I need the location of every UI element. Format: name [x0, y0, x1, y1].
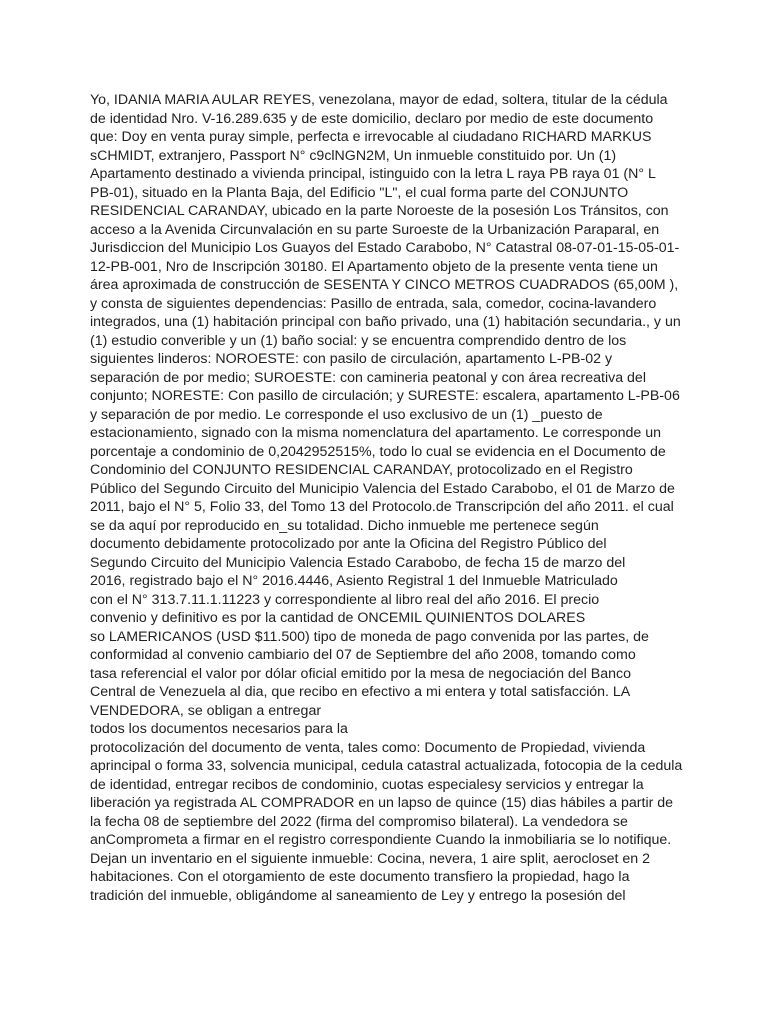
- document-line: y separación de por medio. Le corresponde el uso exclusivo de un (1) _puesto de: [90, 406, 603, 423]
- document-line: sCHMIDT, extranjero, Passport N° c9clNGN2M, Un inmueble constituido por. Un (1): [90, 147, 617, 164]
- document-line: conformidad al convenio cambiario del 07 de Septiembre del año 2008, tomando como: [90, 647, 636, 663]
- document-line: con el N° 313.7.11.1.11223 y correspondiente al libro real del año 2016. El precio: [90, 591, 600, 608]
- document-line: PB-01), situado en la Planta Baja, del Edificio "L", el cual forma parte del CONJUNTO: [90, 184, 629, 201]
- document-line: que: Doy en venta puray simple, perfecta e irrevocable al ciudadano RICHARD MARKUS: [90, 129, 652, 145]
- document-line: habitaciones. Con el otorgamiento de este documento transfiero la propiedad, hago la: [90, 869, 630, 885]
- document-line: área aproximada de construcción de SESENTA Y CINCO METROS CUADRADOS (65,00M ),: [90, 277, 679, 293]
- document-line: RESIDENCIAL CARANDAY, ubicado en la parte Noroeste de la posesión Los Tránsitos, con: [90, 203, 669, 219]
- document-line: Dejan un inventario en el siguiente inmueble: Cocina, nevera, 1 aire split, aerocloset en 2: [90, 850, 650, 867]
- document-line: Apartamento destinado a vivienda principal, istinguido con la letra L raya PB raya 01 (N° L: [90, 166, 656, 182]
- document-line: todos los documentos necesarios para la: [90, 721, 348, 737]
- document-line: conjunto; NORESTE: Con pasillo de circulación; y SURESTE: escalera, apartamento L-PB-06: [90, 388, 680, 404]
- document-line: so LAMERICANOS (USD $11.500) tipo de moneda de pago convenida por las partes, de: [90, 628, 649, 645]
- document-line: de identidad, entregar recibos de condominio, cuotas especialesy servicios y entregar la: [90, 776, 644, 793]
- document-line: aprincipal o forma 33, solvencia municipal, cedula catastral actualizada, fotocopia de la cedula: [90, 758, 683, 774]
- document-line: 2011, bajo el N° 5, Folio 33, del Tomo 13 del Protocolo.de Transcripción del año 2011. el cual: [90, 499, 674, 515]
- document-line: VENDEDORA, se obligan a entregar: [90, 702, 322, 719]
- document-line: convenio y definitivo es por la cantidad de ONCEMIL QUINIENTOS DOLARES: [90, 610, 586, 626]
- document-line: liberación ya registrada AL COMPRADOR en un lapso de quince (15) dias hábiles a partir de: [90, 795, 674, 811]
- document-line: Público del Segundo Circuito del Municipio Valencia del Estado Carabobo, el 01 de Marzo de: [90, 480, 675, 497]
- document-line: tasa referencial el valor por dólar oficial emitido por la mesa de negociación del Banco: [90, 665, 632, 682]
- document-line: porcentaje a condominio de 0,2042952515%, todo lo cual se evidencia en el Documento de: [90, 443, 666, 460]
- document-line: Segundo Circuito del Municipio Valencia Estado Carabobo, de fecha 15 de marzo del: [90, 554, 626, 571]
- document-line: protocolización del documento de venta, tales como: Documento de Propiedad, vivienda: [90, 739, 646, 756]
- document-line: Jurisdiccion del Municipio Los Guayos del Estado Carabobo, N° Catastral 08-07-01-15-05-01-: [90, 240, 680, 256]
- document-line: Yo, IDANIA MARIA AULAR REYES, venezolana, mayor de edad, soltera, titular de la cédula: [90, 92, 668, 108]
- document-line: tradición del inmueble, obligándome al saneamiento de Ley y entrego la posesión del: [90, 887, 626, 904]
- document-line: integrados, una (1) habitación principal con baño privado, una (1) habitación secundaria., y un: [90, 314, 681, 330]
- document-body: [90, 91, 768, 905]
- document-line: acceso a la Avenida Circunvalación en su parte Suroeste de la Urbanización Paraparal, en: [90, 221, 660, 238]
- document-line: separación de por medio; SUROESTE: con camineria peatonal y con área recreativa del: [90, 369, 646, 386]
- document-line: documento debidamente protocolizado por ante la Oficina del Registro Público del: [90, 536, 607, 552]
- document-line: Central de Venezuela al dia, que recibo en efectivo a mi entera y total satisfacción. LA: [90, 684, 631, 700]
- document-line: siguientes linderos: NOROESTE: con pasilo de circulación, apartamento L-PB-02 y: [90, 351, 613, 367]
- document-line: (1) estudio converible y un (1) baño social: y se encuentra comprendido dentro de los: [90, 332, 627, 349]
- document-line: se da aquí por reproducido en_su totalidad. Dicho inmueble me pertenece según: [90, 517, 599, 534]
- document-line: Condominio del CONJUNTO RESIDENCIAL CARANDAY, protocolizado en el Registro: [90, 462, 633, 478]
- document-line: anComprometa a firmar en el registro correspondiente Cuando la inmobiliaria se lo notifique.: [90, 832, 672, 848]
- document-line: 2016, registrado bajo el N° 2016.4446, Asiento Registral 1 del Inmueble Matriculado: [90, 573, 618, 589]
- document-line: 12-PB-001, Nro de Inscripción 30180. El Apartamento objeto de la presente venta tiene un: [90, 258, 658, 275]
- document-line: y consta de siguientes dependencias: Pasillo de entrada, sala, comedor, cocina-lavandero: [90, 295, 657, 312]
- document-line: de identidad Nro. V-16.289.635 y de este domicilio, declaro por medio de este documento: [90, 110, 654, 127]
- document-line: estacionamiento, signado con la misma nomenclatura del apartamento. Le corresponde un: [90, 425, 661, 441]
- document-line: la fecha 08 de septiembre del 2022 (firma del compromiso bilateral). La vendedora se: [90, 813, 628, 830]
